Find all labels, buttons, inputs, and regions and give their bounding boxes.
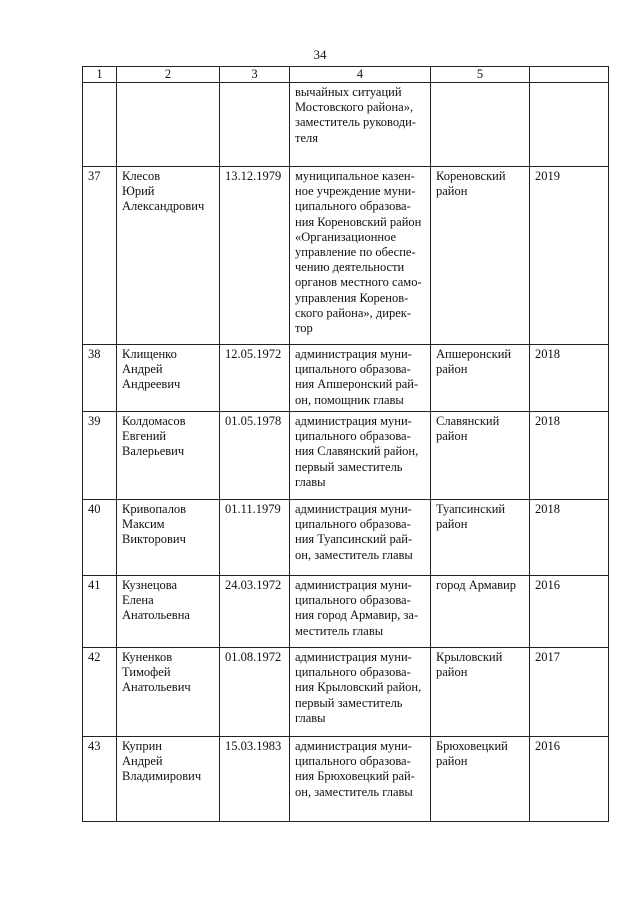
cell-number: 43 — [83, 737, 117, 822]
cell-position: администрация муни- ципального образова- ния Туапсинский рай- он, заместитель главы — [290, 500, 431, 576]
cell-year: 2017 — [530, 648, 609, 737]
cell-name — [117, 83, 220, 167]
cell-number: 41 — [83, 576, 117, 648]
cell-number: 39 — [83, 412, 117, 500]
cell-region: Брюховецкий район — [431, 737, 530, 822]
header-col-1: 1 — [83, 67, 117, 83]
cell-name: Куприн Андрей Владимирович — [117, 737, 220, 822]
header-col-5: 5 — [431, 67, 530, 83]
cell-position: муниципальное казен- ное учреждение муни- ципального образова- ния Кореновский район «Организационное управление по обеспе- чению деятельности органов местного само- управления Коренов- ского района», дирек- тор — [290, 167, 431, 345]
cell-number: 38 — [83, 345, 117, 412]
cell-position: администрация муни- ципального образова- ния Брюховецкий рай- он, заместитель главы — [290, 737, 431, 822]
cell-year: 2018 — [530, 500, 609, 576]
cell-region: Кореновский район — [431, 167, 530, 345]
cell-birth-date: 24.03.1972 — [220, 576, 290, 648]
cell-position: администрация муни- ципального образова- ния Славянский район, первый заместитель главы — [290, 412, 431, 500]
header-col-3: 3 — [220, 67, 290, 83]
cell-number: 42 — [83, 648, 117, 737]
cell-name: Колдомасов Евгений Валерьевич — [117, 412, 220, 500]
table-header-row — [83, 67, 609, 83]
cell-birth-date: 13.12.1979 — [220, 167, 290, 345]
cell-number — [83, 83, 117, 167]
table-row — [83, 167, 609, 345]
cell-region — [431, 83, 530, 167]
cell-position: администрация муни- ципального образова- ния Апшеронский рай- он, помощник главы — [290, 345, 431, 412]
cell-year: 2016 — [530, 737, 609, 822]
cell-name: Клесов Юрий Александрович — [117, 167, 220, 345]
cell-position: администрация муни- ципального образова- ния Крыловский район, первый заместитель главы — [290, 648, 431, 737]
table-row — [83, 83, 609, 167]
table-row — [83, 345, 609, 412]
cell-region: Славянский район — [431, 412, 530, 500]
cell-birth-date: 01.08.1972 — [220, 648, 290, 737]
header-col-4: 4 — [290, 67, 431, 83]
cell-birth-date — [220, 83, 290, 167]
cell-position: администрация муни- ципального образова- ния город Армавир, за- меститель главы — [290, 576, 431, 648]
cell-year: 2018 — [530, 412, 609, 500]
cell-number: 40 — [83, 500, 117, 576]
table-row — [83, 412, 609, 500]
cell-name: Клищенко Андрей Андреевич — [117, 345, 220, 412]
table-row — [83, 648, 609, 737]
cell-birth-date: 12.05.1972 — [220, 345, 290, 412]
cell-year: 2019 — [530, 167, 609, 345]
cell-region: Крыловский район — [431, 648, 530, 737]
cell-name: Куненков Тимофей Анатольевич — [117, 648, 220, 737]
header-col-6 — [530, 67, 609, 83]
cell-region: Апшеронский район — [431, 345, 530, 412]
cell-region: город Армавир — [431, 576, 530, 648]
cell-name: Кривопалов Максим Викторович — [117, 500, 220, 576]
cell-position: вычайных ситуаций Мостовского района», заместитель руководи- теля — [290, 83, 431, 167]
cell-birth-date: 01.05.1978 — [220, 412, 290, 500]
table-row — [83, 737, 609, 822]
cell-year — [530, 83, 609, 167]
cell-birth-date: 15.03.1983 — [220, 737, 290, 822]
registry-table — [82, 66, 609, 822]
page-number: 34 — [313, 47, 327, 62]
cell-number: 37 — [83, 167, 117, 345]
header-col-2: 2 — [117, 67, 220, 83]
cell-name: Кузнецова Елена Анатольевна — [117, 576, 220, 648]
cell-birth-date: 01.11.1979 — [220, 500, 290, 576]
table-row — [83, 576, 609, 648]
table-row — [83, 500, 609, 576]
cell-year: 2018 — [530, 345, 609, 412]
cell-year: 2016 — [530, 576, 609, 648]
cell-region: Туапсинский район — [431, 500, 530, 576]
